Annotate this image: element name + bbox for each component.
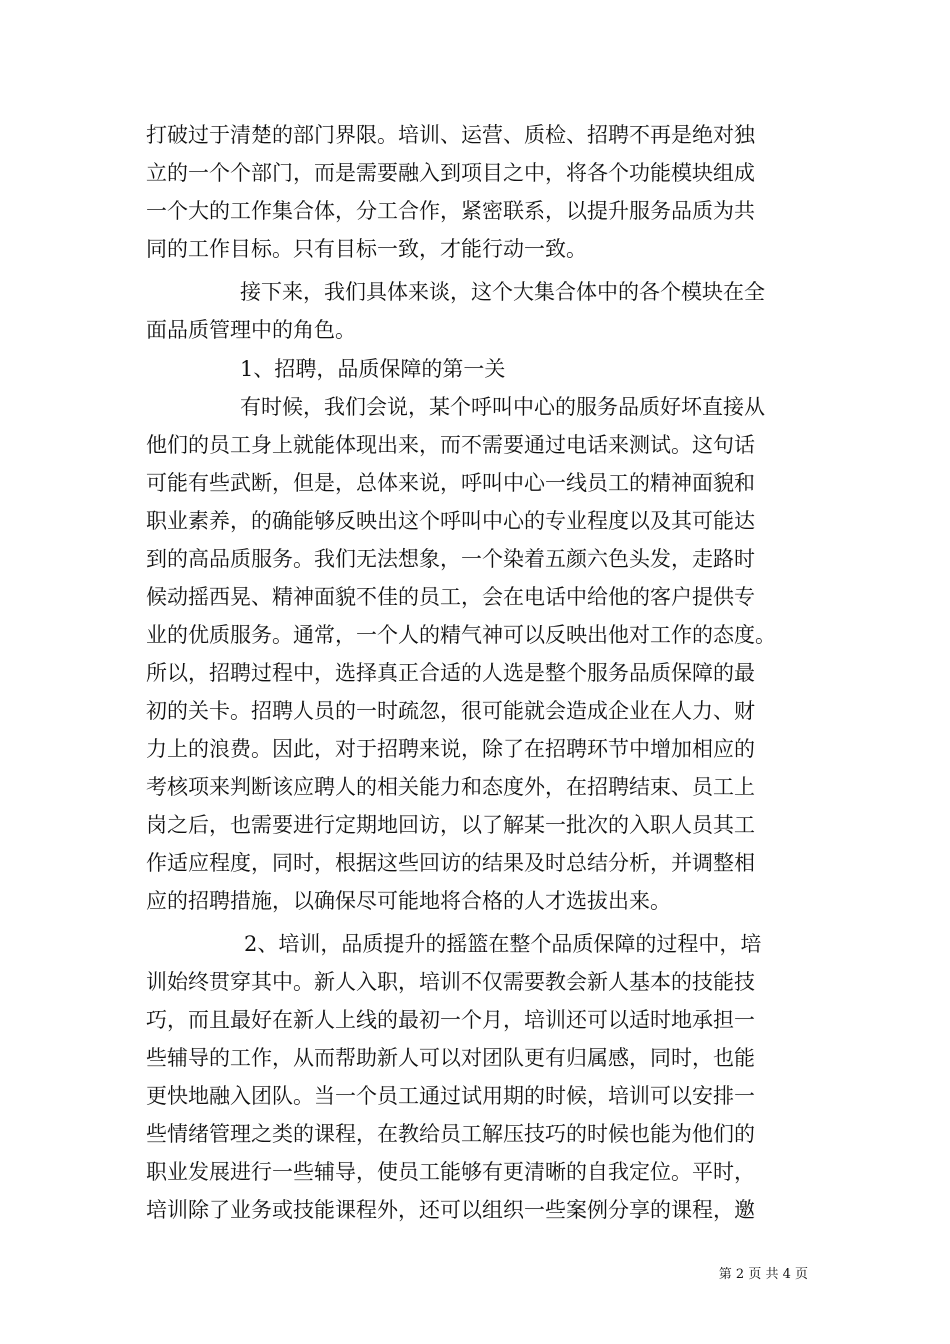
section-heading-recruitment: 1、招聘，品质保障的第一关: [240, 357, 506, 381]
body-line: 一个大的工作集合体，分工合作，紧密联系，以提升服务品质为共: [146, 199, 755, 223]
body-line: 岗之后，也需要进行定期地回访，以了解某一批次的入职人员其工: [146, 813, 755, 837]
body-line: 些辅导的工作，从而帮助新人可以对团队更有归属感，同时，也能: [146, 1046, 755, 1070]
body-line: 些情绪管理之类的课程，在教给员工解压技巧的时候也能为他们的: [146, 1122, 755, 1146]
body-line: 更快地融入团队。当一个员工通过试用期的时候，培训可以安排一: [146, 1084, 755, 1108]
body-line: 同的工作目标。只有目标一致，才能行动一致。: [146, 237, 587, 261]
body-line: 打破过于清楚的部门界限。培训、运营、质检、招聘不再是绝对独: [146, 123, 755, 147]
body-line: 力上的浪费。因此，对于招聘来说，除了在招聘环节中增加相应的: [146, 737, 755, 761]
paragraph-start-line: 有时候，我们会说，某个呼叫中心的服务品质好坏直接从: [240, 395, 765, 419]
body-line: 到的高品质服务。我们无法想象，一个染着五颜六色头发，走路时: [146, 547, 755, 571]
body-line: 巧，而且最好在新人上线的最初一个月，培训还可以适时地承担一: [146, 1008, 755, 1032]
page-number-footer: 第 2 页 共 4 页: [718, 1267, 808, 1282]
body-line: 他们的员工身上就能体现出来，而不需要通过电话来测试。这句话: [146, 433, 755, 457]
body-line: 面品质管理中的角色。: [146, 318, 356, 342]
body-line: 候动摇西晃、精神面貌不佳的员工，会在电话中给他的客户提供专: [146, 585, 755, 609]
body-line: 应的招聘措施，以确保尽可能地将合格的人才选拔出来。: [146, 889, 671, 913]
body-line: 可能有些武断，但是，总体来说，呼叫中心一线员工的精神面貌和: [146, 471, 755, 495]
body-line: 培训除了业务或技能课程外，还可以组织一些案例分享的课程，邀: [146, 1198, 755, 1222]
body-line: 作适应程度，同时，根据这些回访的结果及时总结分析，并调整相: [146, 851, 755, 875]
body-line: 训始终贯穿其中。新人入职，培训不仅需要教会新人基本的技能技: [146, 970, 755, 994]
body-line: 初的关卡。招聘人员的一时疏忽，很可能就会造成企业在人力、财: [146, 699, 755, 723]
body-line: 考核项来判断该应聘人的相关能力和态度外，在招聘结束、员工上: [146, 775, 755, 799]
body-line: 职业发展进行一些辅导，使员工能够有更清晰的自我定位。平时，: [146, 1160, 755, 1184]
body-line: 立的一个个部门，而是需要融入到项目之中，将各个功能模块组成: [146, 161, 755, 185]
body-line: 所以，招聘过程中，选择真正合适的人选是整个服务品质保障的最: [146, 661, 755, 685]
body-line: 业的优质服务。通常，一个人的精气神可以反映出他对工作的态度。: [146, 623, 776, 647]
section-heading-training: 2、培训，品质提升的摇篮在整个品质保障的过程中，培: [244, 932, 762, 956]
paragraph-start-line: 接下来，我们具体来谈，这个大集合体中的各个模块在全: [240, 280, 765, 304]
document-body: [146, 116, 808, 1229]
body-line: 职业素养，的确能够反映出这个呼叫中心的专业程度以及其可能达: [146, 509, 755, 533]
